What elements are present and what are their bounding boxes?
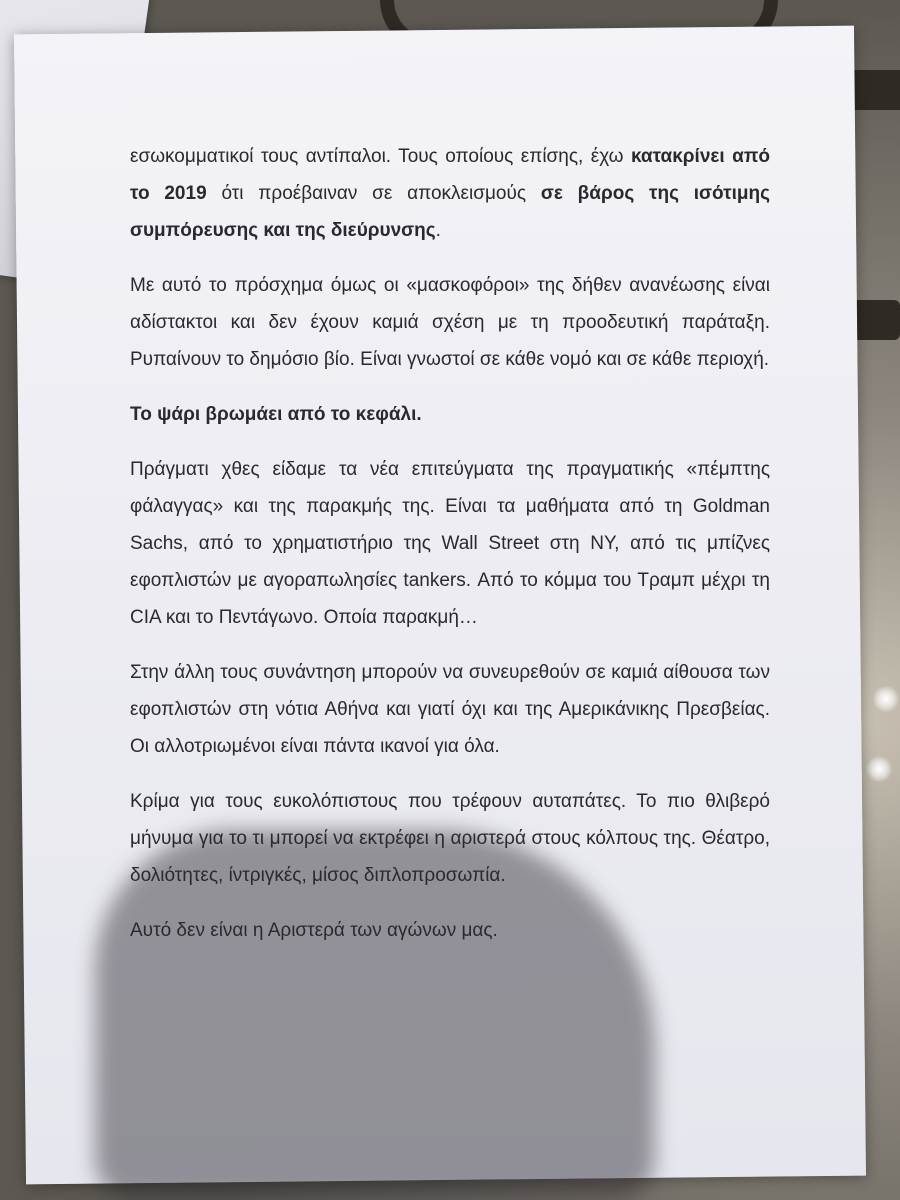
paragraph: [130, 267, 770, 378]
bold-text-segment: σε βάρος της ισότιμης συμπόρευσης και της διεύρυνσης: [130, 183, 771, 241]
bold-text-segment: κατακρίνει από το 2019: [130, 146, 770, 204]
paragraph: [130, 654, 770, 765]
document-body: [130, 138, 770, 967]
lamp-reflection: [866, 756, 892, 782]
text-segment: Αυτό δεν είναι η Αριστερά των αγώνων μας.: [130, 920, 498, 941]
paragraph: [130, 451, 770, 636]
text-segment: Με αυτό το πρόσχημα όμως οι «μασκοφόροι» της δήθεν ανανέωσης είναι αδίστακτοι και δεν έχουν καμιά σχέση με τη προοδευτική παράταξη. Ρυπαίνουν το δημόσιο βίο. Είναι γνωστοί σε κάθε νομό και σε κάθε περιοχή.: [130, 275, 770, 370]
text-segment: Κρίμα για τους ευκολόπιστους που τρέφουν αυταπάτες. Το πιο θλιβερό μήνυμα για το τι μπορεί να εκτρέφει η αριστερά στους κόλπους της. Θέατρο, δολιότητες, ίντριγκές, μίσος διπλοπροσωπία.: [130, 791, 770, 886]
text-segment: εσωκομματικοί τους αντίπαλοι. Τους οποίους επίσης, έχω: [130, 146, 631, 167]
paragraph-heading: [130, 396, 770, 433]
text-segment: ότι προέβαιναν σε αποκλεισμούς: [206, 183, 541, 204]
paragraph: [130, 912, 770, 949]
paragraph: [130, 138, 770, 249]
text-segment: Πράγματι χθες είδαμε τα νέα επιτεύγματα της πραγματικής «πέμπτης φάλαγγας» και της παρακμής της. Είναι τα μαθήματα από τη Goldman Sachs, από το χρηματιστήριο της Wall Street στη NY, από τις μπίζνες εφοπλιστών με αγοραπωλησίες tankers. Από το κόμμα του Τραμπ μέχρι τη CIA και το Πεντάγωνο. Οποία παρακμή…: [130, 459, 770, 628]
paragraph: [130, 783, 770, 894]
lamp-reflection: [873, 686, 899, 712]
text-segment: .: [435, 220, 441, 241]
text-segment: Στην άλλη τους συνάντηση μπορούν να συνευρεθούν σε καμιά αίθουσα των εφοπλιστών στη νότια Αθήνα και γιατί όχι και της Αμερικάνικης Πρεσβείας. Οι αλλοτριωμένοι είναι πάντα ικανοί για όλα.: [130, 662, 770, 757]
bold-text-segment: Το ψάρι βρωμάει από το κεφάλι.: [130, 404, 422, 425]
